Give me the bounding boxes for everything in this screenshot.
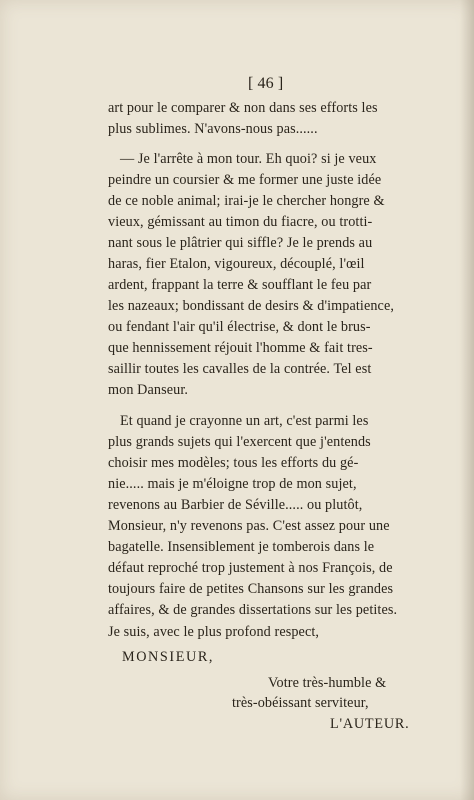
text-line: revenons au Barbier de Séville..... ou plutôt, bbox=[108, 497, 363, 513]
text-line: nie..... mais je m'éloigne trop de mon sujet, bbox=[108, 476, 357, 492]
text-line: mon Danseur. bbox=[108, 382, 189, 398]
text-line: haras, fier Etalon, vigoureux, découplé, l'œil bbox=[108, 256, 365, 272]
text-line: plus grands sujets qui l'exercent que j'entends bbox=[108, 434, 371, 450]
text-line: défaut reproché trop justement à nos François, de bbox=[108, 560, 393, 576]
text-line: bagatelle. Insensiblement je tomberois dans le bbox=[108, 539, 375, 555]
text-line: Et quand je crayonne un art, c'est parmi les bbox=[120, 413, 369, 429]
text-line: saillir toutes les cavalles de la contrée. Tel est bbox=[108, 361, 372, 377]
text-line: de ce noble animal; irai-je le chercher hongre & bbox=[108, 193, 385, 209]
text-line: toujours faire de petites Chansons sur les grandes bbox=[108, 581, 394, 597]
text-line: vieux, gémissant au timon du fiacre, ou trotti- bbox=[108, 214, 373, 230]
salutation: MONSIEUR, bbox=[122, 649, 215, 665]
text-line: — Je l'arrête à mon tour. Eh quoi? si je veux bbox=[120, 151, 377, 167]
closing-line: Je suis, avec le plus profond respect, bbox=[108, 624, 320, 640]
text-line: peindre un coursier & me former une juste idée bbox=[108, 172, 382, 188]
text-line: ou fendant l'air qu'il électrise, & dont le brus- bbox=[108, 319, 371, 335]
text-line: Monsieur, n'y revenons pas. C'est assez pour une bbox=[108, 518, 390, 534]
signature-line: très-obéissant serviteur, bbox=[232, 695, 369, 711]
text-line: art pour le comparer & non dans ses efforts les bbox=[108, 100, 378, 116]
text-line: les nazeaux; bondissant de desirs & d'impatience, bbox=[108, 298, 395, 314]
page-spine-shadow bbox=[460, 0, 474, 800]
text-line: choisir mes modèles; tous les efforts du gé- bbox=[108, 455, 359, 471]
signature-author: L'AUTEUR. bbox=[330, 716, 410, 732]
page-number: [ 46 ] bbox=[248, 75, 284, 92]
signature-line: Votre très-humble & bbox=[268, 675, 387, 691]
text-line: affaires, & de grandes dissertations sur les petites. bbox=[108, 602, 398, 618]
text-line: plus sublimes. N'avons-nous pas...... bbox=[108, 121, 318, 137]
text-line: que hennissement réjouit l'homme & fait tres- bbox=[108, 340, 373, 356]
text-line: ardent, frappant la terre & soufflant le feu par bbox=[108, 277, 372, 293]
text-line: nant sous le plâtrier qui siffle? Je le prends au bbox=[108, 235, 373, 251]
